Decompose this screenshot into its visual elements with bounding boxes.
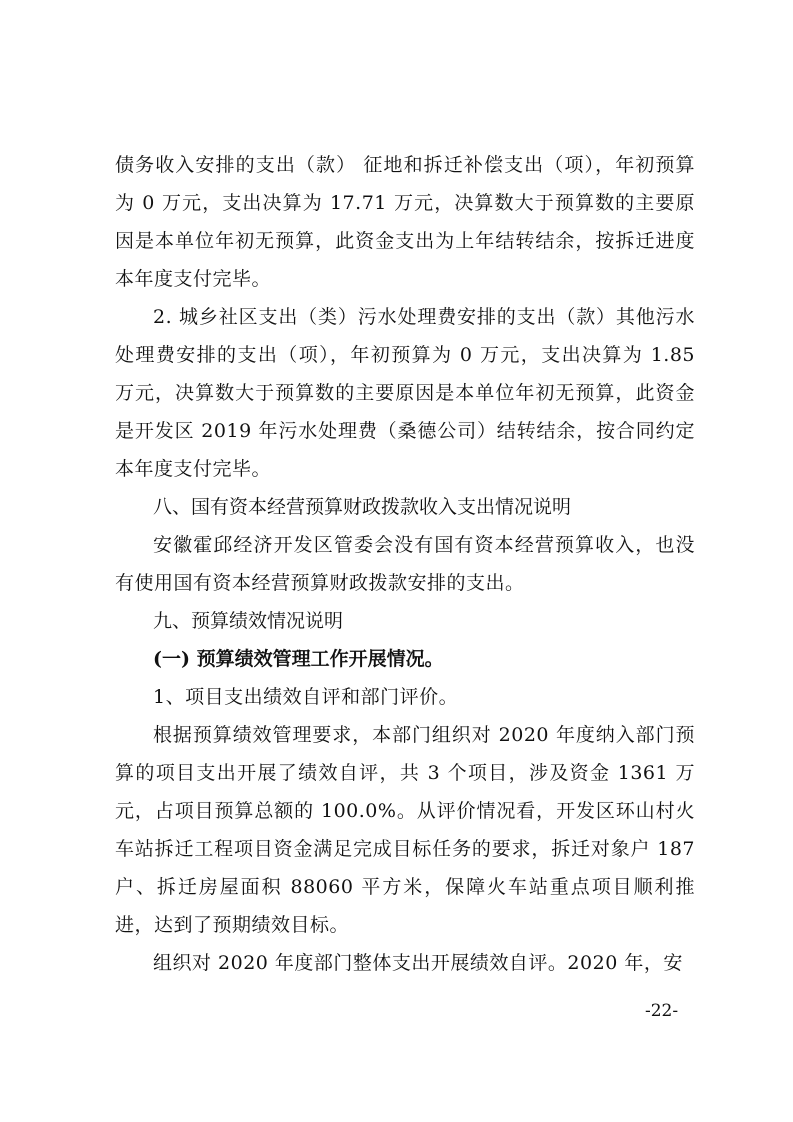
paragraph-section-8: 安徽霍邱经济开发区管委会没有国有资本经营预算收入，也没有使用国有资本经营预算财政拨款安排的支出。: [115, 534, 695, 594]
paragraph-9-evaluation: 根据预算绩效管理要求，本部门组织对 2020 年度纳入部门预算的项目支出开展了绩效自评，共 3 个项目，涉及资金 1361 万元，占项目预算总额的 100.0%。从评价情况看，开发区环山村火车站拆迁工程项目资金满足完成目标任务的要求，拆迁对象户 187 户、拆迁房屋面积 88060 平方米，保障火车站重点项目顺利推进，达到了预期绩效目标。: [115, 724, 695, 936]
subsection-heading-9-1: (一) 预算绩效管理工作开展情况。: [153, 648, 444, 670]
section-heading-9: 九、预算绩效情况说明: [153, 610, 344, 632]
page-number: -22-: [645, 1001, 679, 1021]
paragraph-9-item-1: 1、项目支出绩效自评和部门评价。: [153, 686, 459, 708]
paragraph-9-overall: 组织对 2020 年度部门整体支出开展绩效自评。2020 年，安: [153, 952, 683, 974]
paragraph-item-2: 2. 城乡社区支出（类）污水处理费安排的支出（款）其他污水处理费安排的支出（项），年初预算为 0 万元，支出决算为 1.85 万元，决算数大于预算数的主要原因是本单位年初无预算，此资金是开发区 2019 年污水处理费（桑德公司）结转结余，按合同约定本年度支付完毕。: [115, 306, 695, 480]
paragraph-continuation: 债务收入安排的支出（款） 征地和拆迁补偿支出（项），年初预算为 0 万元，支出决算为 17.71 万元，决算数大于预算数的主要原因是本单位年初无预算，此资金支出为上年结转结余，按拆迁进度本年度支付完毕。: [115, 154, 695, 290]
section-heading-8: 八、国有资本经营预算财政拨款收入支出情况说明: [153, 496, 572, 518]
document-body: [115, 146, 695, 982]
